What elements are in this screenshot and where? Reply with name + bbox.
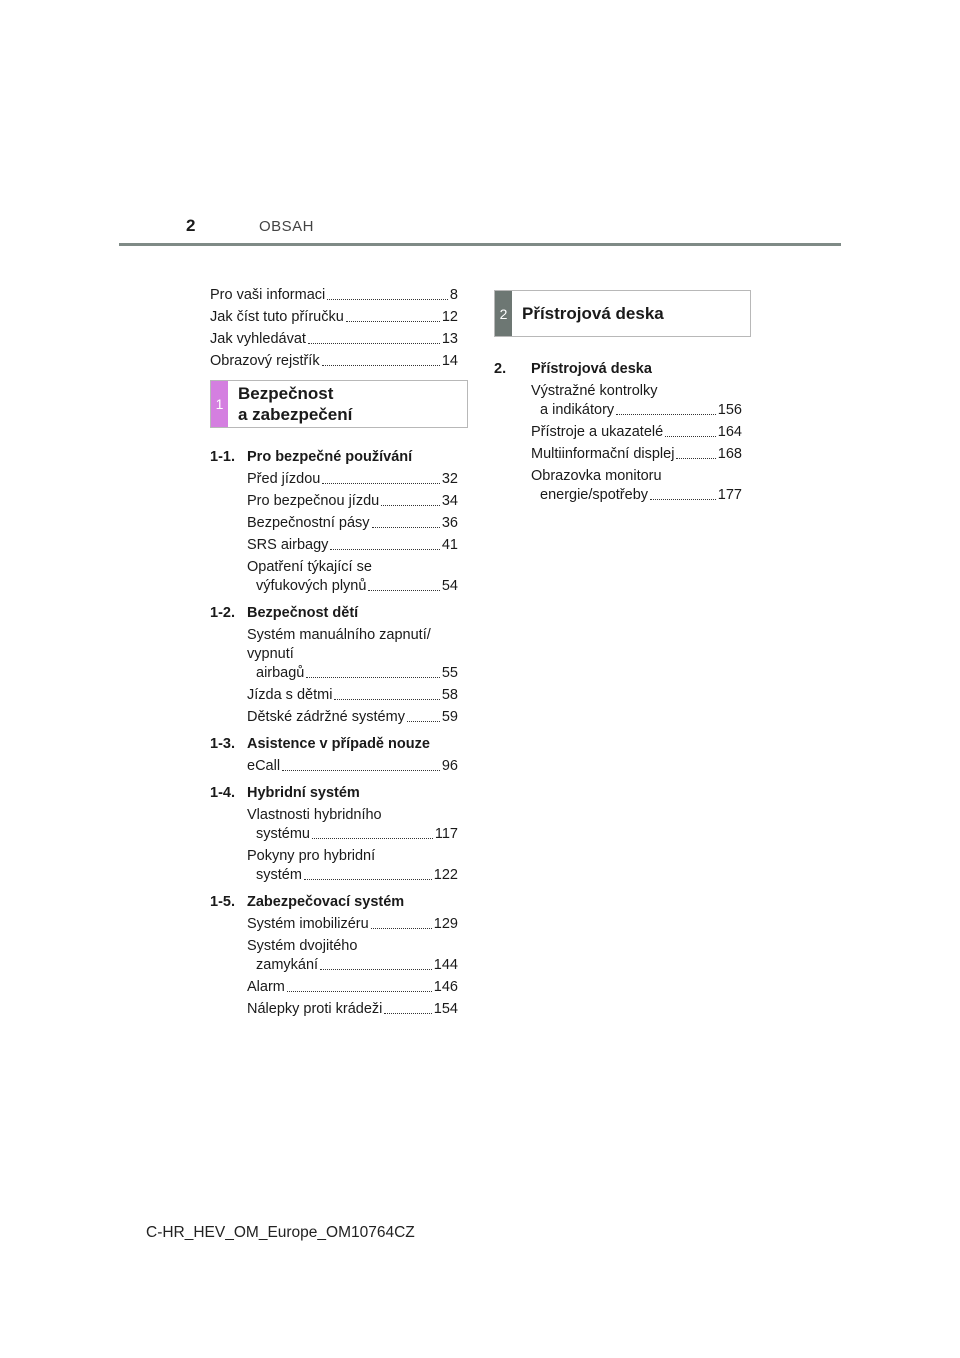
toc-entry[interactable] — [210, 626, 458, 683]
toc-page-number: 59 — [441, 709, 458, 725]
dot-leader — [384, 1013, 431, 1014]
toc-page-number: 144 — [433, 957, 458, 973]
toc-text: Systém imobilizéru — [247, 916, 369, 932]
toc-text: Pro bezpečnou jízdu — [247, 493, 380, 509]
dot-leader — [308, 343, 440, 344]
toc-page-number: 12 — [441, 309, 458, 325]
toc-entry-first-line: Obrazovka monitoru — [531, 468, 662, 484]
toc-entry[interactable] — [210, 708, 458, 727]
dot-leader — [322, 365, 440, 366]
dot-leader — [282, 770, 440, 771]
toc-line[interactable] — [210, 352, 458, 371]
chapter-2-tab: 2 — [495, 291, 512, 336]
toc-entry-first-line: Pokyny pro hybridní — [247, 848, 376, 864]
dot-leader — [320, 969, 432, 970]
dot-leader — [334, 699, 439, 700]
section-title: Asistence v případě nouze — [247, 736, 430, 752]
toc-entry-continuation[interactable] — [531, 486, 742, 505]
toc-entry-continuation[interactable] — [247, 866, 458, 885]
toc-entry[interactable] — [210, 915, 458, 934]
toc-entry-line[interactable] — [247, 514, 458, 533]
dot-leader — [287, 991, 432, 992]
toc-page-number: 129 — [433, 916, 458, 932]
toc-entry[interactable] — [210, 937, 458, 975]
header-rule — [119, 243, 841, 246]
section-number: 1-1. — [210, 449, 235, 465]
toc-text: a indikátory — [540, 402, 615, 418]
section-number: 1-4. — [210, 785, 235, 801]
section-number: 1-2. — [210, 605, 235, 621]
page-number: 2 — [186, 216, 196, 235]
dot-leader — [304, 879, 432, 880]
chapter-1-tab: 1 — [211, 381, 228, 427]
toc-entry-continuation[interactable] — [247, 825, 458, 844]
toc-text: Multiinformační displej — [531, 446, 675, 462]
page-title: OBSAH — [259, 218, 315, 235]
dot-leader — [676, 458, 715, 459]
section-number: 2. — [494, 361, 507, 377]
dot-leader — [650, 499, 716, 500]
toc-page-number: 146 — [433, 979, 458, 995]
section-heading[interactable] — [210, 604, 458, 623]
toc-entry[interactable] — [210, 806, 458, 844]
toc-line[interactable] — [210, 330, 458, 349]
toc-entry[interactable] — [494, 423, 742, 442]
section-number: 1-5. — [210, 894, 235, 910]
toc-entry-continuation[interactable] — [247, 956, 458, 975]
toc-entry-line[interactable] — [247, 536, 458, 555]
toc-entry-first-line: Systém dvojitého — [247, 938, 358, 954]
toc-entry-continuation[interactable] — [531, 401, 742, 420]
toc-entry-line[interactable] — [247, 492, 458, 511]
toc-page-number: 96 — [441, 758, 458, 774]
toc-line[interactable] — [210, 286, 458, 305]
section-title: Bezpečnost dětí — [247, 605, 359, 621]
section-heading[interactable] — [210, 448, 458, 467]
toc-text: energie/spotřeby — [540, 487, 649, 503]
toc-entry-line[interactable] — [247, 757, 458, 776]
document-code: C-HR_HEV_OM_Europe_OM10764CZ — [146, 1224, 415, 1241]
toc-page-number: 122 — [433, 867, 458, 883]
toc-page-number: 154 — [433, 1001, 458, 1017]
toc-page-number: 156 — [717, 402, 742, 418]
toc-entry[interactable] — [494, 382, 742, 420]
chapter-2-sections — [494, 352, 742, 508]
toc-page-number: 8 — [449, 287, 458, 303]
toc-entry-line[interactable] — [247, 686, 458, 705]
dot-leader — [407, 721, 440, 722]
section-title: Pro bezpečné používání — [247, 449, 413, 465]
dot-leader — [616, 414, 716, 415]
section-heading[interactable] — [210, 784, 458, 803]
toc-text: systém — [256, 867, 302, 883]
toc-text: Alarm — [247, 979, 285, 995]
dot-leader — [381, 505, 440, 506]
toc-page-number: 41 — [441, 537, 458, 553]
chapter-1-box[interactable] — [210, 380, 468, 428]
toc-text: Obrazový rejstřík — [210, 353, 320, 369]
toc-page-number: 36 — [441, 515, 458, 531]
section-heading[interactable] — [494, 360, 742, 379]
chapter-1-title: Bezpečnost a zabezpečení — [238, 384, 353, 424]
toc-text: Nálepky proti krádeži — [247, 1001, 383, 1017]
toc-entry[interactable] — [210, 686, 458, 705]
section-title: Hybridní systém — [247, 785, 360, 801]
toc-entry-line[interactable] — [247, 1000, 458, 1019]
section-heading[interactable] — [210, 893, 458, 912]
toc-entry-first-line: Systém manuálního zapnutí/ vypnutí — [247, 627, 431, 662]
toc-entry-line[interactable] — [531, 445, 742, 464]
dot-leader — [368, 590, 439, 591]
toc-entry-continuation[interactable] — [247, 664, 458, 683]
toc-entry[interactable] — [210, 514, 458, 533]
toc-line[interactable] — [210, 308, 458, 327]
toc-page-number: 13 — [441, 331, 458, 347]
toc-page-number: 34 — [441, 493, 458, 509]
toc-entry[interactable] — [210, 757, 458, 776]
toc-entry[interactable] — [494, 445, 742, 464]
toc-text: Jak vyhledávat — [210, 331, 306, 347]
toc-page-number: 58 — [441, 687, 458, 703]
intro-list — [210, 286, 458, 374]
toc-page-number: 54 — [441, 578, 458, 594]
toc-text: airbagů — [256, 665, 305, 681]
dot-leader — [327, 299, 448, 300]
toc-text: Dětské zádržné systémy — [247, 709, 405, 725]
toc-entry[interactable] — [210, 492, 458, 511]
toc-entry-line[interactable] — [247, 708, 458, 727]
dot-leader — [372, 527, 440, 528]
chapter-2-box[interactable] — [494, 290, 751, 337]
toc-page-number: 164 — [717, 424, 742, 440]
toc-entry-line[interactable] — [247, 978, 458, 997]
toc-text: eCall — [247, 758, 281, 774]
toc-text: výfukových plynů — [256, 578, 367, 594]
section-title: Přístrojová deska — [531, 361, 652, 377]
toc-text: Pro vaši informaci — [210, 287, 326, 303]
toc-text: Bezpečnostní pásy — [247, 515, 370, 531]
toc-text: systému — [256, 826, 310, 842]
toc-page-number: 117 — [434, 826, 458, 842]
toc-text: zamykání — [256, 957, 319, 973]
dot-leader — [371, 928, 432, 929]
toc-text: Přístroje a ukazatelé — [531, 424, 664, 440]
section-heading[interactable] — [210, 735, 458, 754]
toc-entry-line[interactable] — [247, 915, 458, 934]
toc-entry[interactable] — [210, 978, 458, 997]
toc-page-number: 14 — [441, 353, 458, 369]
toc-page-number: 32 — [441, 471, 458, 487]
dot-leader — [665, 436, 716, 437]
dot-leader — [330, 549, 439, 550]
toc-text: Jízda s dětmi — [247, 687, 333, 703]
toc-entry-continuation[interactable] — [247, 577, 458, 596]
toc-entry-line[interactable] — [247, 470, 458, 489]
dot-leader — [306, 677, 439, 678]
toc-entry-first-line: Vlastnosti hybridního — [247, 807, 382, 823]
toc-page-number: 55 — [441, 665, 458, 681]
toc-page-number: 168 — [717, 446, 742, 462]
toc-entry[interactable] — [210, 1000, 458, 1019]
chapter-1-sections — [210, 440, 458, 1022]
toc-text: SRS airbagy — [247, 537, 329, 553]
section-number: 1-3. — [210, 736, 235, 752]
toc-entry-first-line: Opatření týkající se — [247, 559, 372, 575]
dot-leader — [322, 483, 440, 484]
toc-entry-line[interactable] — [531, 423, 742, 442]
section-title: Zabezpečovací systém — [247, 894, 405, 910]
toc-entry[interactable] — [210, 536, 458, 555]
chapter-2-title: Přístrojová deska — [522, 304, 664, 323]
toc-entry-first-line: Výstražné kontrolky — [531, 383, 658, 399]
toc-text: Jak číst tuto příručku — [210, 309, 344, 325]
toc-text: Před jízdou — [247, 471, 321, 487]
toc-page-number: 177 — [717, 487, 742, 503]
toc-entry[interactable] — [210, 558, 458, 596]
toc-entry[interactable] — [210, 847, 458, 885]
dot-leader — [312, 838, 433, 839]
toc-entry[interactable] — [210, 470, 458, 489]
toc-entry[interactable] — [494, 467, 742, 505]
dot-leader — [346, 321, 440, 322]
